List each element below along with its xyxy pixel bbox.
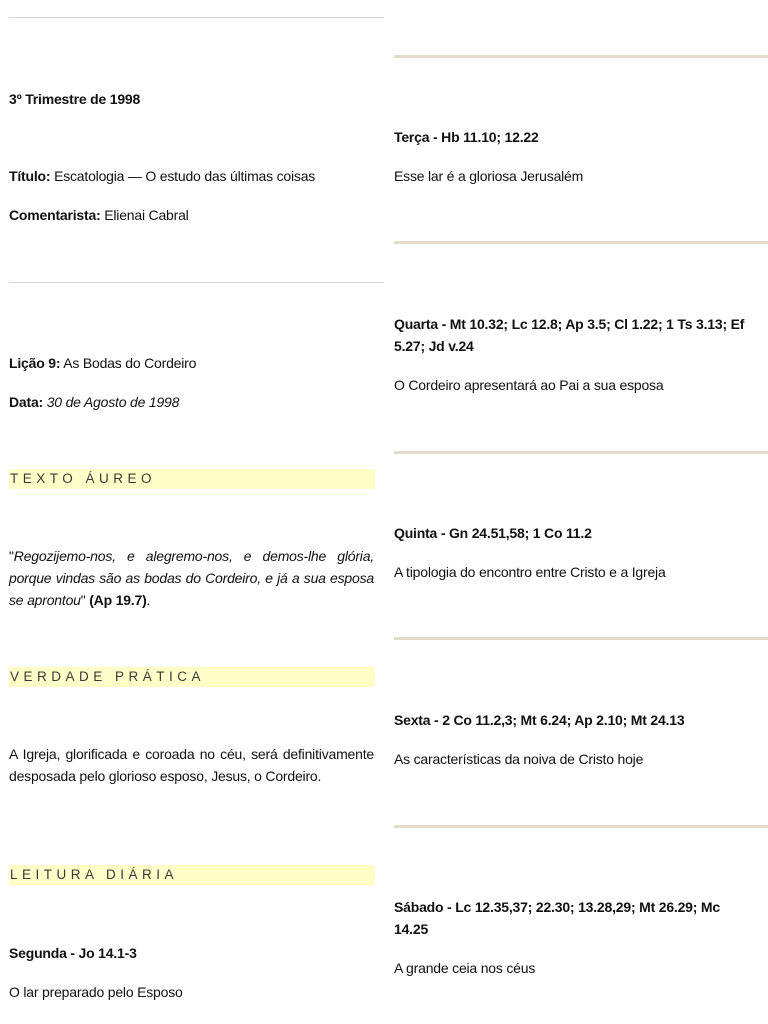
verdade-pratica-heading: VERDADE PRÁTICA [9,667,375,687]
divider [394,55,768,58]
reading-ref-segunda: Segunda - Jo 14.1-3 [9,945,137,961]
reading-ref-terca: Terça - Hb 11.10; 12.22 [394,129,539,145]
reading-ref-sexta: Sexta - 2 Co 11.2,3; Mt 6.24; Ap 2.10; Mt 24.13 [394,712,685,728]
reading-desc-segunda: O lar preparado pelo Esposo [9,984,183,1000]
commentator-value: Elienai Cabral [104,207,189,223]
golden-text-reference: (Ap 19.7) [89,592,147,608]
quote-mark: " [9,548,14,564]
reading-desc-quinta: A tipologia do encontro entre Cristo e a Igreja [394,564,666,580]
divider [394,241,768,244]
commentator-label: Comentarista: [9,207,101,223]
period: . [146,592,151,608]
date-value: 30 de Agosto de 1998 [46,394,180,410]
reading-ref-quarta: Quarta - Mt 10.32; Lc 12.8; Ap 3.5; Cl 1.22; 1 Ts 3.13; Ef 5.27; Jd v.24 [394,316,745,354]
lesson-number-label: Lição 9: [9,355,61,371]
reading-desc-quarta: O Cordeiro apresentará ao Pai a sua esposa [394,377,664,393]
reading-ref-sabado: Sábado - Lc 12.35,37; 22.30; 13.28,29; Mt 26.29; Mc 14.25 [394,899,720,937]
quote-mark: " [80,592,90,608]
reading-ref-quinta: Quinta - Gn 24.51,58; 1 Co 11.2 [394,525,592,541]
texto-aureo-heading: TEXTO ÁUREO [9,469,375,489]
divider [9,17,384,18]
reading-desc-sabado: A grande ceia nos céus [394,960,536,976]
date-label: Data: [9,394,44,410]
leitura-diaria-heading: LEITURA DIÁRIA [9,865,375,885]
golden-text-quote: Regozijemo-nos, e alegremo-nos, e demos-lhe glória, porque vindas são as bodas do Cordeiro, e já a sua esposa se aprontou [9,548,374,608]
lesson-title [9,165,315,187]
title-value: Escatologia — O estudo das últimas coisas [54,168,316,184]
reading-desc-sexta: As características da noiva de Cristo hoje [394,751,644,767]
divider [394,451,768,454]
divider [9,282,384,283]
divider [394,637,768,640]
quarter-label: 3º Trimestre de 1998 [9,91,141,107]
practical-truth-text: A Igreja, glorificada e coroada no céu, será definitivamente desposada pelo glorioso esposo, Jesus, o Cordeiro. [9,746,374,784]
lesson-name: As Bodas do Cordeiro [63,355,197,371]
divider [394,825,768,828]
lesson-number [9,352,196,374]
title-label: Título: [9,168,51,184]
reading-desc-terca: Esse lar é a gloriosa Jerusalém [394,168,584,184]
lesson-commentator [9,204,189,226]
golden-text [9,545,374,611]
lesson-date [9,391,179,413]
